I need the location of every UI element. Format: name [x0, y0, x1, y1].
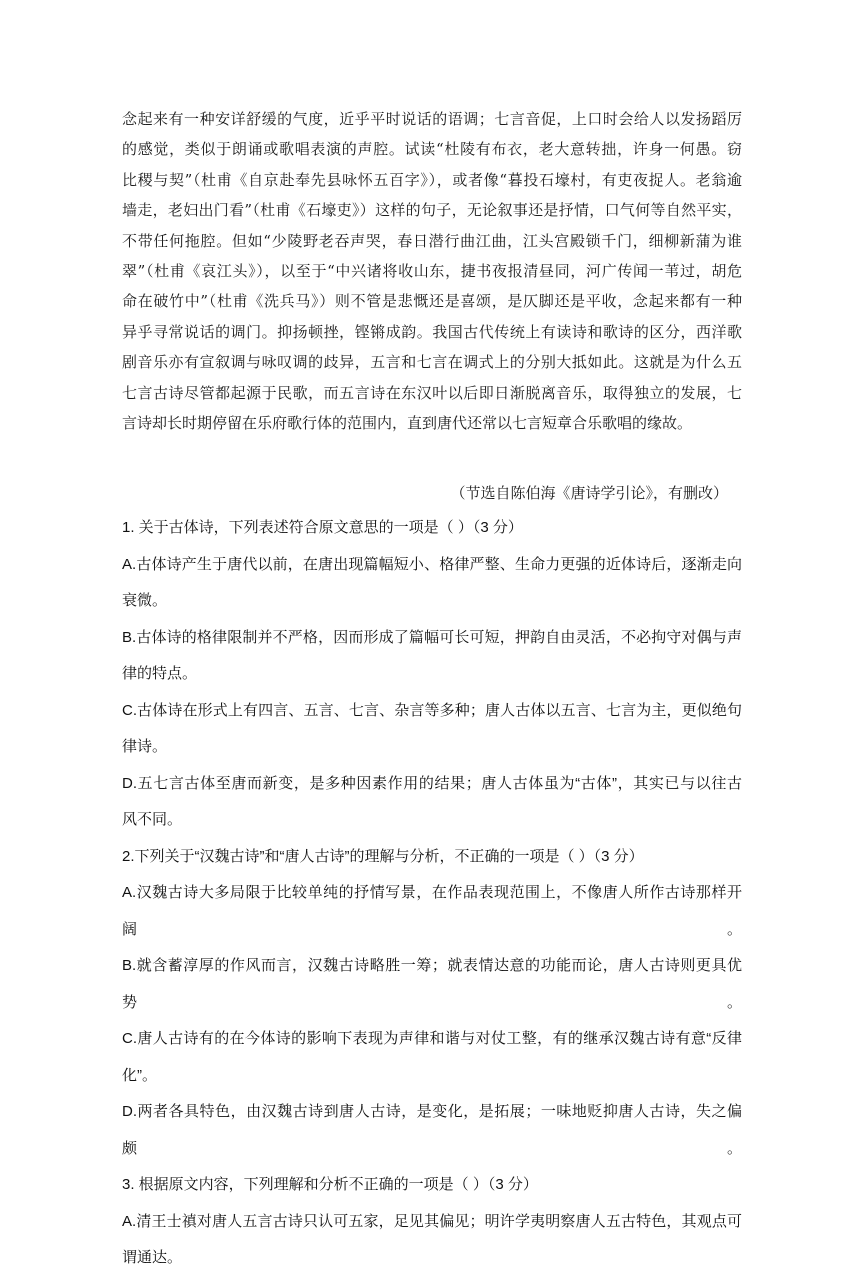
passage-line: 不带任何拖腔。但如“少陵野老吞声哭，春日潜行曲江曲，江头宫殿锁千门，细柳新蒲为谁: [122, 231, 742, 250]
question-2-stem: 2.下列关于“汉魏古诗”和“唐人古诗”的理解与分析，不正确的一项是（ ）（3 分）: [122, 847, 644, 865]
question-1-option-c-cont: 律诗。: [122, 738, 168, 755]
passage-line: 墙走，老妇出门看”（杜甫《石壕吏》）这样的句子，无论叙事还是抒情，口气何等自然平实，: [122, 201, 742, 220]
question-1-stem: 1. 关于古体诗，下列表述符合原文意思的一项是（ ）（3 分）: [122, 519, 523, 536]
passage-line: 的感觉，类似于朗诵或歌唱表演的声腔。试读“杜陵有布衣，老大意转拙，许身一何愚。窃: [122, 140, 742, 159]
passage-line: 念起来有一种安详舒缓的气度，近乎平时说话的语调；七言音促，上口时会给人以发扬蹈厉: [122, 110, 742, 128]
question-1-option-d-cont: 风不同。: [122, 811, 183, 828]
passage-line: 言诗却长时期停留在乐府歌行体的范围内，直到唐代还常以七言短章合乐歌唱的缘故。: [122, 414, 693, 433]
question-1-option-b-cont: 律的特点。: [122, 665, 198, 682]
question-3-stem: 3. 根据原文内容，下列理解和分析不正确的一项是（ ）（3 分）: [122, 1176, 538, 1193]
question-1-option-a-cont: 衰微。: [122, 592, 168, 609]
question-2-option-c-cont: 化”。: [122, 1066, 157, 1084]
question-2-option-a: A.汉魏古诗大多局限于比较单纯的抒情写景，在作品表现范围上，不像唐人所作古诗那样开阔。: [122, 884, 742, 938]
source-citation: （节选自陈伯海《唐诗学引论》，有删改）: [450, 484, 728, 502]
question-1-option-b: B.古体诗的格律限制并不严格，因而形成了篇幅可长可短，押韵自由灵活，不必拘守对偶与声: [122, 628, 742, 646]
question-1-option-a: A.古体诗产生于唐代以前，在唐出现篇幅短小、格律严整、生命力更强的近体诗后，逐渐走向: [122, 555, 742, 573]
passage-line: 七言古诗尽管都起源于民歌，而五言诗在东汉叶以后即日渐脱离音乐，取得独立的发展，七: [122, 383, 742, 402]
question-3-option-a-cont: 谓通达。: [122, 1249, 183, 1266]
question-2-option-c: C.唐人古诗有的在今体诗的影响下表现为声律和谐与对仗工整，有的继承汉魏古诗有意“反律: [122, 1030, 742, 1047]
question-1-option-d: D.五七言古体至唐而新变，是多种因素作用的结果；唐人古体虽为“古体”，其实已与以往古: [122, 774, 742, 792]
passage-line: 比稷与契”（杜甫《自京赴奉先县咏怀五百字》），或者像“暮投石壕村，有吏夜捉人。老翁逾: [122, 170, 742, 189]
question-2-option-b: B.就含蓄淳厚的作风而言，汉魏古诗略胜一筹；就表情达意的功能而论，唐人古诗则更具优势。: [122, 957, 742, 1011]
reading-passage: [122, 104, 742, 438]
passage-line: 剧音乐亦有宣叙调与咏叹调的歧异，五言和七言在调式上的分别大抵如此。这就是为什么五: [122, 353, 742, 372]
question-section: [122, 510, 742, 1277]
passage-line: 异乎寻常说话的调门。抑扬顿挫，铿锵成韵。我国古代传统上有读诗和歌诗的区分，西洋歌: [122, 322, 742, 341]
question-1-option-c: C.古体诗在形式上有四言、五言、七言、杂言等多种；唐人古体以五言、七言为主，更似绝句: [122, 701, 742, 719]
question-2-option-d: D.两者各具特色，由汉魏古诗到唐人古诗，是变化，是拓展；一味地贬抑唐人古诗，失之偏颇。: [122, 1103, 742, 1157]
passage-line: 命在破竹中”（杜甫《洗兵马》）则不管是悲慨还是喜颂，是仄脚还是平收，念起来都有一种: [122, 292, 742, 311]
passage-line: 翠”（杜甫《哀江头》），以至于“中兴诸将收山东，捷书夜报清昼同，河广传闻一苇过，胡危: [122, 262, 742, 281]
question-3-option-a: A.清王士禛对唐人五言古诗只认可五家，足见其偏见；明许学夷明察唐人五古特色，其观点可: [122, 1212, 742, 1230]
